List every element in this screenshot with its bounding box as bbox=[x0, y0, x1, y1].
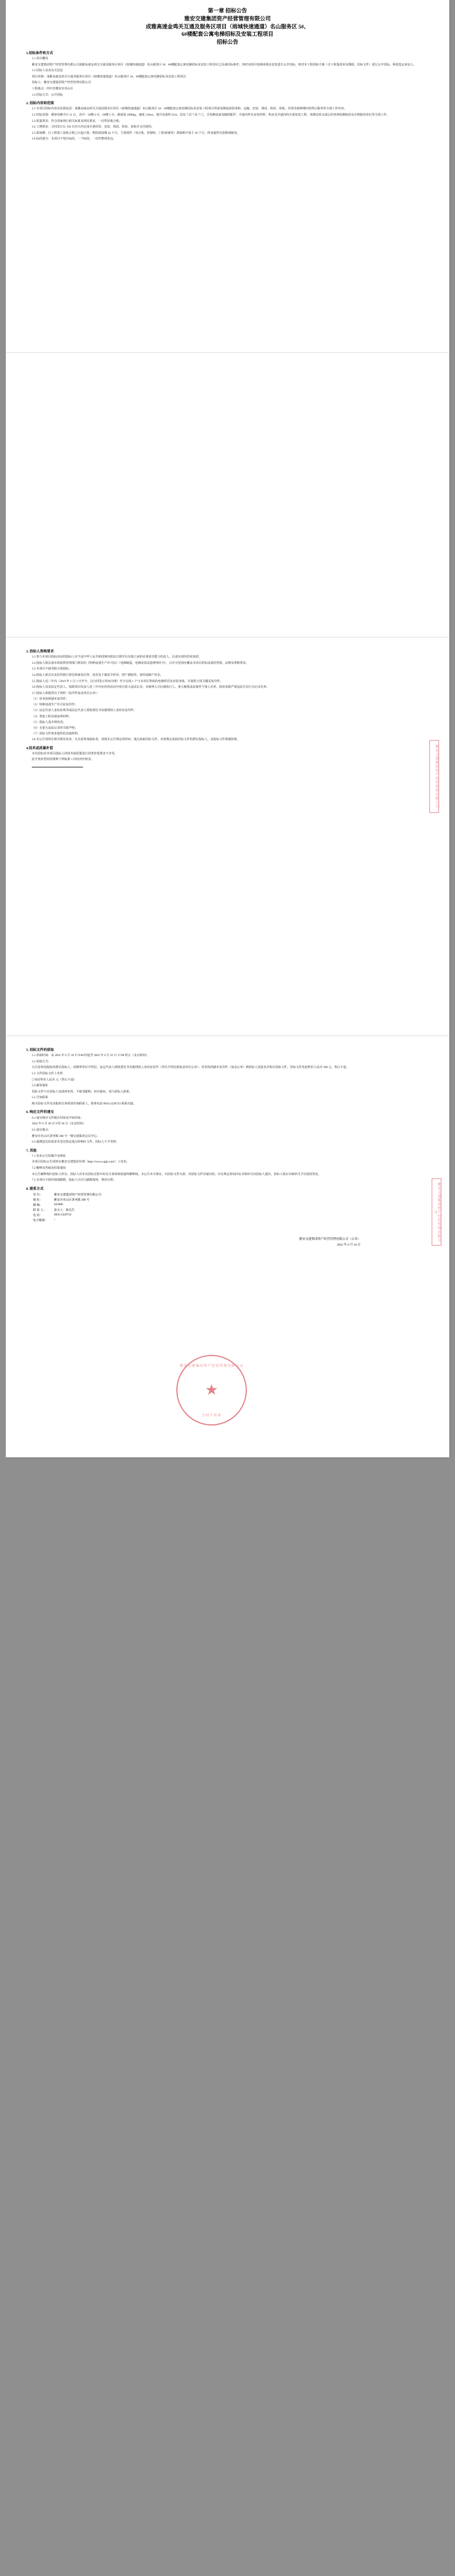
vertical-seal-stamp: 雅安交建集团资产经营管理有限公司 bbox=[432, 1178, 441, 1246]
vertical-seal-stamp: 雅安交建集团资产经营管理有限公司 bbox=[429, 740, 439, 813]
page-4 bbox=[6, 1036, 449, 1457]
contact-value: 625000 bbox=[54, 1202, 63, 1206]
s1-p4: 项目名称：成雅高速金鸡关互通及服务区项目（雨城快速通道）名山服务区 5#、6#楼配套公寓电梯招标及安装工程项目 bbox=[32, 75, 187, 79]
section-7-heading: 7. 其他 bbox=[26, 1149, 37, 1153]
s3-p1: 3.1 参与本项目投标活动的投标人应当是中华人民共和国境内依法注册并具有独立承担民事责任能力的法人，具备有效的营业执照。 bbox=[32, 655, 202, 659]
chapter-title: 第一章 招标公告 bbox=[208, 9, 247, 14]
section-3-heading: 3. 投标人资格要求 bbox=[26, 650, 54, 654]
s5-p4: 5.3 文件招标文件上发售 bbox=[32, 1072, 63, 1076]
contact-value: 雅安交建集团资产经营管理有限公司 bbox=[54, 1193, 102, 1197]
s1-p5: 招标人：雅安交建集团资产经营管理有限公司 bbox=[32, 81, 91, 85]
s6-p2: 2022 年 6 月 28 日 9 时 30 分（北京时间） bbox=[32, 1122, 86, 1126]
s3-p5: 3.5 投标人近三年内（2019 年 1 月 1 日至今，以合同签订时间为准）至少完成 1 个与本项目类似的电梯供货及安装业绩，并提供合同关键页复印件。 bbox=[32, 679, 223, 683]
s5-p3: 凡有意参加投标的潜在投标人，请携带单位介绍信、法定代表人授权委托书及被授权人身份证原件（单位介绍信须加盖单位公章）、营业执照副本复印件（加盖公章）到招标人处报名并购买招标文件，招标文件每套售价人民币 500 元，售后不退。 bbox=[32, 1066, 349, 1070]
s2-p1: 2.1 本项目招标内容及范围包括：成雅高速金鸡关互通及服务区项目（雨城快速通道）名山服务区 5#、6#楼配套公寓电梯招标及安装工程项目所需电梯设备的采购、运输、安装、调试、检验、验收、培训及保修期内的售后服务等全部工作内容。 bbox=[32, 107, 347, 111]
contact-key: 地 址： bbox=[33, 1198, 43, 1202]
table-row bbox=[33, 1213, 103, 1218]
seal-top-text: 雅安交建集团资产经营管理有限公司 bbox=[179, 1365, 243, 1368]
s1-p7: 1.3 招标方式：公开招标 bbox=[32, 93, 63, 97]
s6-p3: 6.2 递交地点： bbox=[32, 1128, 51, 1132]
section-8-heading: 8. 联系方式 bbox=[26, 1187, 44, 1191]
fill-blank[interactable] bbox=[32, 763, 83, 767]
s5-p8: 5.5 告知联系 bbox=[32, 1096, 48, 1100]
s7-p4: 本公告解释权归招标人所有。招标人对本次招标过程中的有关事项保留最终解释权。本公告未尽事宜，以招标文件为准。对招标文件有疑问的，应在规定时间内以书面形式向招标人提出，招标人将以书面形式予以澄清答复。 bbox=[32, 1172, 321, 1176]
s6-p5: 6.3 逾期送达的或者未送达指定地点的响应文件，招标人不予受理。 bbox=[32, 1140, 119, 1144]
contact-value: 张女士、陈先生 bbox=[54, 1208, 75, 1212]
list-item: （7）招标文件要求提供的其他材料。 bbox=[32, 732, 81, 736]
list-item: （3）法定代表人身份证明书或法定代表人授权委托书及被授权人身份证复印件； bbox=[32, 709, 137, 713]
s3-p3: 3.3 本项目不接受联合体投标。 bbox=[32, 667, 72, 671]
page-2 bbox=[6, 353, 449, 638]
list-item: （1）营业执照副本复印件； bbox=[32, 697, 69, 701]
s2-p4: 2.4 工期要求：合同签订后 150 日历天内完成全部供货、安装、调试、检验、验收并交付使用。 bbox=[32, 125, 155, 129]
contact-key: 联 系 人： bbox=[33, 1208, 47, 1212]
seal-bottom-text: 合同专用章 bbox=[201, 1414, 222, 1418]
signature-company: 雅安交建集团资产经营管理有限公司（公章） bbox=[299, 1237, 361, 1241]
project-title-line-1: 成雅高速金鸡关互通及服务区项目（雨城快速通道）名山服务区 5#、 bbox=[146, 24, 309, 30]
contact-key: 邮 编： bbox=[33, 1203, 43, 1207]
s2-p2: 2.2 招标范围：乘客电梯共计 11 台，其中：5#楼 6 台，6#楼 5 台；载重量 1000kg，速度 1.0m/s，提升高度约 21m，层站 7 层 7 站 7 门，含电梯设备及随机配件、井道内所有安装材料、机房及井道内的全部安装工程、电梯安装完成后的各项检测检验及办理使用登记等全部工作。 bbox=[32, 113, 390, 117]
list-item: （6）无重大违法记录的书面声明； bbox=[32, 726, 78, 730]
s1-p3: 1.2 招标人及其有关信息 bbox=[32, 69, 63, 73]
project-title-line-2: 6#楼配套公寓电梯招标及安装工程项目 bbox=[181, 32, 274, 38]
list-item: （2）特种设备生产许可证复印件； bbox=[32, 703, 78, 707]
s5-p9: 购买招标文件及其他相关事项请咨询联系人，联系电话 0835-2329733 联系沟通。 bbox=[32, 1102, 136, 1106]
contact-value: 雅安市名山区茅河镇 308 号 bbox=[54, 1198, 90, 1202]
s2-p6: 2.6 标段划分：本项目不划分标段，一个标段，一次性整体发包。 bbox=[32, 137, 116, 141]
contact-value: 0835-2329733 bbox=[54, 1213, 72, 1217]
contact-table bbox=[33, 1192, 103, 1223]
notice-title: 招标公告 bbox=[216, 40, 238, 46]
table-row bbox=[33, 1202, 103, 1207]
section-4-heading: 4.技术或质量补偿 bbox=[26, 746, 53, 750]
s5-p5: □ 每份售价人民币 元（售后不退） bbox=[32, 1078, 77, 1082]
s4-blank-line bbox=[26, 763, 429, 769]
s5-p1: 5.1 获取时间：从 2022 年 6 月 18 日 9:00 时起至 2022 年 6 月 22 日 17:00 时止（北京时间）。 bbox=[32, 1054, 150, 1058]
signature-block bbox=[26, 1236, 429, 1248]
s3-p8: 3.8 本公告同时在相关网站发布，凡有意参加投标者，请按本公告规定的时间、地点获取招标文件。未按规定获取招标文件的潜在投标人，其投标文件将被拒绝。 bbox=[32, 738, 240, 742]
s5-p6: 5.4 邮寄地址 bbox=[32, 1084, 48, 1088]
s3-requirement-list bbox=[26, 697, 429, 736]
contact-key: 单 位： bbox=[33, 1193, 43, 1197]
s6-p1: 6.1 递交响应文件截止时间及开标时间： bbox=[32, 1116, 84, 1120]
s7-p3: 7.2 解释及答疑及结果通知 bbox=[32, 1166, 66, 1170]
s2-p3: 2.3 质量要求：符合国家现行相关标准及规范要求，一次性验收合格。 bbox=[32, 119, 122, 123]
seal-star-icon: ★ bbox=[205, 1382, 218, 1398]
list-item: （5）投标人基本情况表； bbox=[32, 720, 66, 724]
s3-p4: 3.4 投标人须具有良好的银行资信和商业信誉，没有处于被责令停业、财产被接管、冻结或破产状态。 bbox=[32, 673, 163, 677]
table-row bbox=[33, 1192, 103, 1197]
s2-p5: 2.5 质保期：自工程竣工验收合格之日起计算，整机质保期 24 个月，主要部件（曳引机、控制柜、门机系统等）质保期不低于 36 个月，终身提供有偿维保服务。 bbox=[32, 131, 240, 135]
s7-p2: 本项目招标公告同时在雅安交建集团官网（http://www.yajjjt.com/）上发布。 bbox=[32, 1160, 130, 1164]
s4-p1: 本次招标对本项目投标人的技术或质量进行同类补偿要求不享受。 bbox=[32, 751, 118, 755]
section-2-heading: 2. 招标内容和范围 bbox=[26, 102, 54, 106]
contact-key: 电子邮箱： bbox=[33, 1218, 48, 1222]
s4-p2: 此开放补偿的的规则下列标准＋次经济价值表。 bbox=[32, 758, 94, 762]
table-row bbox=[33, 1207, 103, 1213]
s7-p5: 7.3 本项目不组织现场踏勘，投标人可自行踏勘现场，费用自理。 bbox=[32, 1178, 116, 1182]
contact-key: 电 话： bbox=[33, 1213, 43, 1217]
s1-p2: 雅安交建集团资产经营管理有限公司成雅高速金鸡关互通及服务区项目（雨城快速通道）名山服务区 5#、6#楼配套公寓电梯招标及安装工程项目已具备招标条件，现对该项目电梯采购及安装进行公开招标，现对本工程招标方案（含工程量清单及图纸、招标文件）进行公开招标，择优选定承包人。 bbox=[32, 63, 416, 67]
s1-p6: 工程地点：四川省雅安市名山区 bbox=[32, 87, 73, 91]
signature-date: 2022 年 6 月 16 日 bbox=[337, 1243, 361, 1247]
owner-title: 雅安交建集团资产经营管理有限公司 bbox=[184, 16, 271, 22]
s3-p2: 3.2 投标人须具备市场监督管理部门核发的《特种设备生产许可证》（电梯制造、电梯安装改造修理许可），且许可范围应覆盖本项目招标设备的类别、品种及参数要求。 bbox=[32, 661, 249, 665]
s7-p1: 7.1 发布公告的媒介及网址 bbox=[32, 1154, 66, 1158]
s1-p1: 1.1 项目概况 bbox=[32, 57, 48, 61]
section-1-heading: 1.招标条件和方式 bbox=[26, 51, 53, 55]
s3-p7: 3.7 投标人须提供以下资料（复印件加盖单位公章）： bbox=[32, 691, 100, 695]
page-1 bbox=[6, 0, 449, 353]
table-row bbox=[33, 1197, 103, 1202]
table-row bbox=[33, 1218, 103, 1223]
section-6-heading: 6. 响应文件的递交 bbox=[26, 1111, 54, 1115]
contact-value: / bbox=[54, 1218, 55, 1222]
s5-p2: 5.2 获取方式： bbox=[32, 1059, 51, 1063]
page-3 bbox=[6, 638, 449, 1036]
s3-p6: 3.6 投标人及其法定代表人、拟派项目负责人近三年内在经营活动中没有重大违法记录，未被列入失信被执行人、重大税收违法案件当事人名单、政府采购严重违法失信行为记录名单。 bbox=[32, 685, 270, 689]
s6-p4: 雅安市名山区茅河镇 308 号一楼交通集团会议中心。 bbox=[32, 1134, 100, 1138]
section-5-heading: 5. 招标文件的获取 bbox=[26, 1049, 54, 1052]
s5-p7: 招标文件只在招标人处现场发售，不接受邮购；如有疑问，请与招标人联系。 bbox=[32, 1090, 133, 1094]
list-item: （4）类似工程业绩证明材料； bbox=[32, 714, 72, 718]
